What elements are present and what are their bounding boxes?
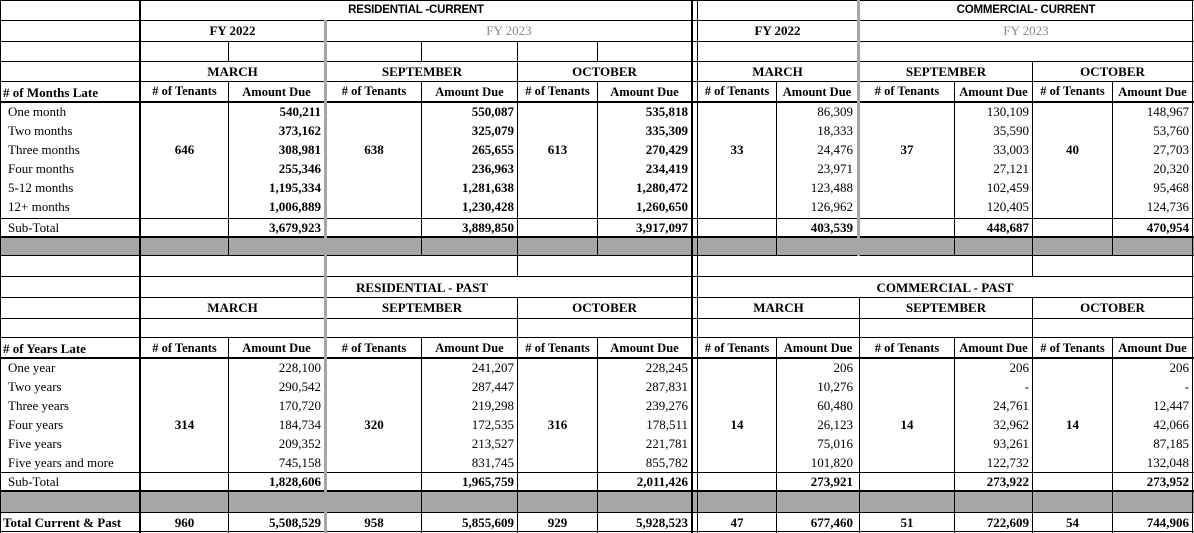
fy2023-header: FY 2023 xyxy=(486,23,532,38)
residential-current-header: RESIDENTIAL -CURRENT xyxy=(348,4,484,16)
amount-cell: 24,761 xyxy=(993,398,1029,413)
tenant-count: 37 xyxy=(900,142,914,157)
amount-cell: 209,352 xyxy=(278,436,321,451)
amount-cell: 228,100 xyxy=(278,360,321,375)
amount-cell: 206 xyxy=(1009,360,1029,375)
row-label: Five years xyxy=(8,436,62,451)
amount-cell: 86,309 xyxy=(817,104,853,119)
amount-cell: 221,781 xyxy=(645,436,688,451)
subtotal-amount: 2,011,426 xyxy=(636,474,688,489)
commercial-past-header: COMMERCIAL - PAST xyxy=(876,280,1014,295)
month-header-march: MARCH xyxy=(207,64,258,79)
amount-cell: 213,527 xyxy=(471,436,514,451)
month-header-september: SEPTEMBER xyxy=(905,64,987,79)
total-tenants: 929 xyxy=(547,515,568,530)
amount-cell: 102,459 xyxy=(986,180,1029,195)
month-header-september: SEPTEMBER xyxy=(381,300,463,315)
amount-cell: 234,419 xyxy=(645,161,688,176)
amount-cell: 255,346 xyxy=(278,161,321,176)
col-header-tenants: # of Tenants xyxy=(152,341,217,355)
amount-cell: 325,079 xyxy=(471,123,514,138)
amount-cell: 26,123 xyxy=(817,417,853,432)
month-header-september: SEPTEMBER xyxy=(381,64,463,79)
col-header-tenants: # of Tenants xyxy=(1040,341,1105,355)
row-label: Four months xyxy=(8,161,75,176)
amount-cell: 1,230,428 xyxy=(462,199,514,214)
amount-cell: 126,962 xyxy=(810,199,853,214)
amount-cell: 184,734 xyxy=(278,417,321,432)
tenant-count: 646 xyxy=(174,142,195,157)
amount-cell: 33,003 xyxy=(993,142,1029,157)
residential-past-header: RESIDENTIAL - PAST xyxy=(356,280,488,295)
col-header-tenants: # of Tenants xyxy=(874,84,940,98)
amount-cell: 130,109 xyxy=(986,104,1029,119)
amount-cell: 20,320 xyxy=(1153,161,1189,176)
subtotal-amount: 470,954 xyxy=(1146,220,1189,235)
subtotal-amount: 403,539 xyxy=(810,220,853,235)
col-header-tenants: # of Tenants xyxy=(874,341,940,355)
row-label: Three years xyxy=(8,398,69,413)
tenant-count: 14 xyxy=(900,417,914,432)
col-header-tenants: # of Tenants xyxy=(1040,84,1105,98)
amount-cell: 1,281,638 xyxy=(462,180,514,195)
years-late-label: # of Years Late xyxy=(3,341,86,356)
amount-cell: 60,480 xyxy=(817,398,853,413)
col-header-tenants: # of Tenants xyxy=(525,341,590,355)
month-header-october: OCTOBER xyxy=(1080,300,1145,315)
commercial-current-header: COMMERCIAL- CURRENT xyxy=(956,4,1096,16)
amount-cell: 95,468 xyxy=(1153,180,1189,195)
col-header-amount: Amount Due xyxy=(782,85,852,99)
col-header-amount: Amount Due xyxy=(1118,85,1187,99)
month-header-march: MARCH xyxy=(753,300,804,315)
tenant-count: 33 xyxy=(730,142,744,157)
col-header-amount: Amount Due xyxy=(1118,341,1187,355)
amount-cell: 170,720 xyxy=(278,398,321,413)
tenant-count: 314 xyxy=(174,417,195,432)
amount-cell: 1,195,334 xyxy=(269,180,321,195)
amount-cell: 236,963 xyxy=(471,161,514,176)
col-header-amount: Amount Due xyxy=(610,85,679,99)
tenant-count: 638 xyxy=(364,142,384,157)
month-header-october: OCTOBER xyxy=(572,300,637,315)
amount-cell: 219,298 xyxy=(471,398,514,413)
total-tenants: 47 xyxy=(730,515,744,530)
amount-cell: 132,048 xyxy=(1146,455,1189,470)
amount-cell: 27,121 xyxy=(993,161,1029,176)
subtotal-amount: 448,687 xyxy=(986,220,1029,235)
amount-cell: 178,511 xyxy=(646,417,688,432)
amount-cell: 287,831 xyxy=(645,379,688,394)
total-amount: 677,460 xyxy=(810,515,853,530)
col-header-tenants: # of Tenants xyxy=(704,84,770,98)
amount-cell: 101,820 xyxy=(810,455,853,470)
amount-cell: - xyxy=(1024,379,1029,394)
total-tenants: 960 xyxy=(174,515,195,530)
col-header-tenants: # of Tenants xyxy=(341,84,407,98)
col-header-tenants: # of Tenants xyxy=(704,341,770,355)
amount-cell: 93,261 xyxy=(993,436,1029,451)
amount-cell: 540,211 xyxy=(279,104,321,119)
tenant-count: 316 xyxy=(547,417,568,432)
tenant-count: 14 xyxy=(1066,417,1079,432)
total-amount: 5,928,523 xyxy=(636,515,688,530)
amount-cell: 287,447 xyxy=(471,379,514,394)
subtotal-amount: 273,922 xyxy=(986,474,1029,489)
subtotal-label: Sub-Total xyxy=(8,220,60,235)
amount-cell: 27,703 xyxy=(1153,142,1189,157)
amount-cell: 745,158 xyxy=(278,455,321,470)
amount-cell: 1,280,472 xyxy=(636,180,688,195)
tenant-count: 613 xyxy=(547,142,568,157)
amount-cell: 535,818 xyxy=(645,104,688,119)
total-tenants: 51 xyxy=(900,515,914,530)
amount-cell: 831,745 xyxy=(471,455,514,470)
amount-cell: 12,447 xyxy=(1153,398,1189,413)
row-label: Two months xyxy=(8,123,73,138)
month-header-march: MARCH xyxy=(752,64,803,79)
total-tenants: 54 xyxy=(1066,515,1079,530)
col-header-tenants: # of Tenants xyxy=(152,84,217,98)
amount-cell: 1,006,889 xyxy=(269,199,321,214)
subtotal-amount: 3,889,850 xyxy=(462,220,514,235)
amount-cell: 550,087 xyxy=(471,104,514,119)
fy2022-header: FY 2022 xyxy=(209,23,256,38)
subtotal-amount: 1,828,606 xyxy=(269,474,321,489)
total-tenants: 958 xyxy=(364,515,384,530)
amount-cell: 120,405 xyxy=(986,199,1029,214)
total-amount: 722,609 xyxy=(986,515,1029,530)
fy2023-header: FY 2023 xyxy=(1003,23,1049,38)
subtotal-label: Sub-Total xyxy=(8,474,60,489)
total-label: Total Current & Past xyxy=(3,515,122,530)
col-header-amount: Amount Due xyxy=(435,85,504,99)
col-header-amount: Amount Due xyxy=(959,85,1028,99)
amount-cell: 124,736 xyxy=(1146,199,1189,214)
subtotal-amount: 273,921 xyxy=(810,474,853,489)
col-header-amount: Amount Due xyxy=(242,85,311,99)
month-header-october: OCTOBER xyxy=(572,64,637,79)
tenant-count: 40 xyxy=(1066,142,1079,157)
amount-cell: 148,967 xyxy=(1146,104,1189,119)
amount-cell: 206 xyxy=(1169,360,1189,375)
month-header-march: MARCH xyxy=(207,300,258,315)
row-label: Five years and more xyxy=(8,455,114,470)
amount-cell: 35,590 xyxy=(993,123,1029,138)
amount-cell: 23,971 xyxy=(817,161,853,176)
amount-cell: 239,276 xyxy=(645,398,688,413)
amount-cell: 24,476 xyxy=(817,142,853,157)
row-label: Three months xyxy=(8,142,80,157)
amount-cell: 265,655 xyxy=(471,142,514,157)
col-header-amount: Amount Due xyxy=(435,341,504,355)
col-header-amount: Amount Due xyxy=(959,341,1028,355)
subtotal-amount: 3,917,097 xyxy=(636,220,688,235)
col-header-amount: Amount Due xyxy=(610,341,679,355)
fy2022-header: FY 2022 xyxy=(754,23,801,38)
subtotal-amount: 3,679,923 xyxy=(269,220,321,235)
row-label: One year xyxy=(8,360,56,375)
col-header-tenants: # of Tenants xyxy=(525,84,590,98)
amount-cell: 241,207 xyxy=(471,360,514,375)
tenant-count: 320 xyxy=(364,417,384,432)
tenant-count: 14 xyxy=(730,417,744,432)
total-amount: 5,508,529 xyxy=(269,515,321,530)
amount-cell: 32,962 xyxy=(993,417,1029,432)
amount-cell: 18,333 xyxy=(817,123,853,138)
amount-cell: - xyxy=(1184,379,1189,394)
subtotal-amount: 273,952 xyxy=(1146,474,1189,489)
month-header-october: OCTOBER xyxy=(1080,64,1145,79)
amount-cell: 53,760 xyxy=(1153,123,1189,138)
amount-cell: 335,309 xyxy=(645,123,688,138)
months-late-label: # of Months Late xyxy=(3,85,98,100)
amount-cell: 122,732 xyxy=(986,455,1029,470)
col-header-tenants: # of Tenants xyxy=(341,341,407,355)
amount-cell: 87,185 xyxy=(1153,436,1189,451)
row-label: Four years xyxy=(8,417,64,432)
amount-cell: 290,542 xyxy=(278,379,321,394)
month-header-september: SEPTEMBER xyxy=(905,300,987,315)
amount-cell: 373,162 xyxy=(278,123,321,138)
total-amount: 744,906 xyxy=(1146,515,1189,530)
amount-cell: 75,016 xyxy=(817,436,853,451)
amount-cell: 206 xyxy=(833,360,853,375)
amount-cell: 10,276 xyxy=(817,379,853,394)
row-label: One month xyxy=(8,104,67,119)
col-header-amount: Amount Due xyxy=(242,341,311,355)
col-header-amount: Amount Due xyxy=(783,341,853,355)
amount-cell: 172,535 xyxy=(471,417,514,432)
row-label: 5-12 months xyxy=(8,180,74,195)
amount-cell: 123,488 xyxy=(810,180,853,195)
amount-cell: 1,260,650 xyxy=(636,199,688,214)
amount-cell: 308,981 xyxy=(278,142,321,157)
total-amount: 5,855,609 xyxy=(462,515,514,530)
amount-cell: 855,782 xyxy=(645,455,688,470)
subtotal-amount: 1,965,759 xyxy=(462,474,514,489)
amount-cell: 42,066 xyxy=(1153,417,1189,432)
row-label: Two years xyxy=(8,379,62,394)
amount-cell: 228,245 xyxy=(645,360,688,375)
row-label: 12+ months xyxy=(8,199,70,214)
amount-cell: 270,429 xyxy=(645,142,688,157)
